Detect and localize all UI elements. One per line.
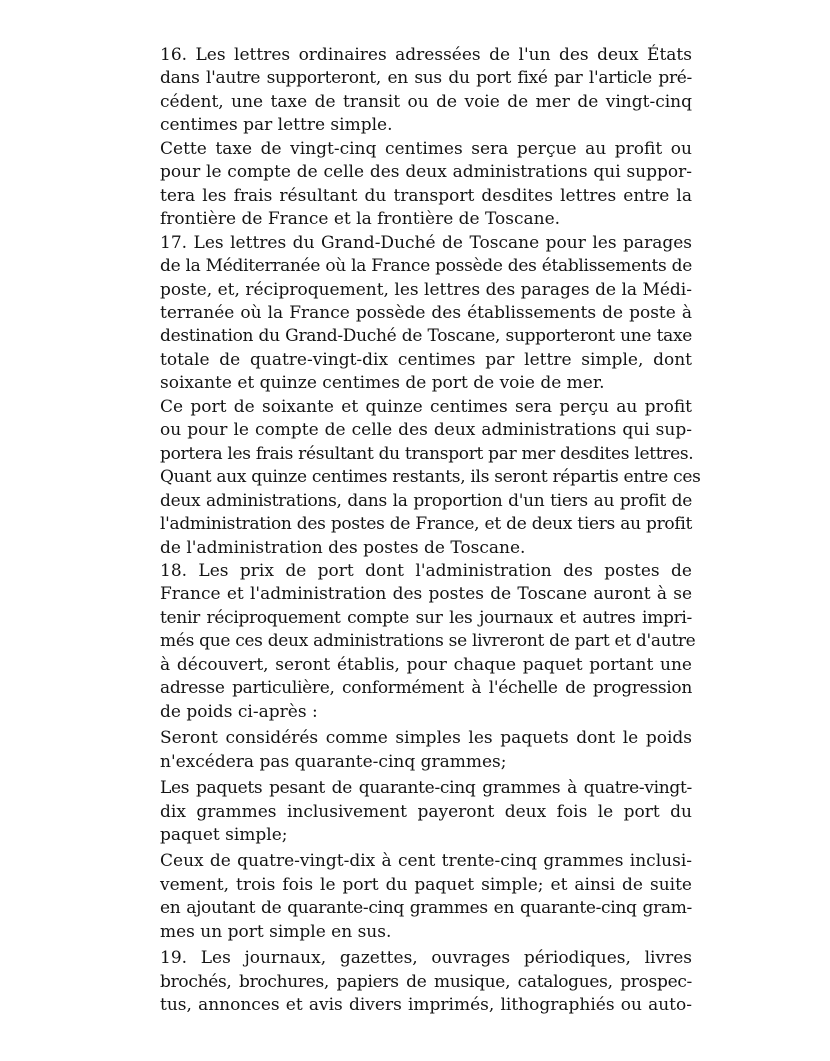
text-line: Cette taxe de vingt-cinq centimes sera perçue au profit ou [160, 138, 692, 159]
text-line: poste, et, réciproquement, les lettres des parages de la Médi- [160, 279, 692, 300]
text-line: de la Méditerranée où la France possède des établissements de [160, 256, 692, 277]
text-line: ou pour le compte de celle des deux administrations qui sup- [160, 420, 692, 441]
text-line: destination du Grand-Duché de Toscane, supporteront une taxe [160, 326, 692, 347]
text-line: l'administration des postes de France, et de deux tiers au profit [160, 514, 692, 535]
text-line: à découvert, seront établis, pour chaque paquet portant une [160, 654, 692, 675]
text-line: 16. Les lettres ordinaires adressées de l'un des deux États [160, 45, 692, 65]
paragraph-p16 [136, 44, 692, 138]
text-line: Ceux de quatre-vingt-dix à cent trente-cinq grammes inclusi- [160, 851, 692, 872]
text-line: tera les frais résultant du transport desdites lettres entre la [160, 185, 692, 206]
text-line: pour le compte de celle des deux administrations qui suppor- [160, 162, 692, 183]
text-line: tus, annonces et avis divers imprimés, lithographiés ou auto- [160, 995, 692, 1016]
paragraph-p17b [136, 396, 701, 560]
text-line: adresse particulière, conformément à l'échelle de progression [160, 678, 692, 699]
text-line: centimes par lettre simple. [160, 115, 393, 136]
text-line: Quant aux quinze centimes restants, ils seront répartis entre ces [160, 467, 701, 488]
paragraph-p18b [136, 777, 692, 847]
paragraph-p19 [136, 947, 692, 1017]
paragraph-p18c [136, 850, 692, 944]
text-line: 17. Les lettres du Grand-Duché de Toscane pour les parages [160, 232, 692, 253]
text-line: frontière de France et la frontière de Toscane. [160, 209, 561, 230]
text-line: portera les frais résultant du transport par mer desdites lettres. [160, 443, 694, 464]
text-line: dans l'autre supporteront, en sus du port fixé par l'article pré- [160, 68, 692, 89]
text-line: paquet simple; [160, 824, 288, 845]
text-line: 18. Les prix de port dont l'administration des postes de [160, 560, 692, 581]
paragraph-p16b [136, 138, 692, 232]
text-line: brochés, brochures, papiers de musique, catalogues, prospec- [160, 971, 692, 992]
paragraph-p17 [136, 232, 692, 396]
paragraph-p18 [136, 560, 696, 724]
text-line: 19. Les journaux, gazettes, ouvrages périodiques, livres [160, 948, 692, 969]
text-line: France et l'administration des postes de Toscane auront à se [160, 584, 692, 605]
text-line: mes un port simple en sus. [160, 921, 392, 942]
text-line: tenir réciproquement compte sur les journaux et autres impri- [160, 607, 692, 628]
text-line: n'excédera pas quarante-cinq grammes; [160, 751, 507, 772]
text-line: deux administrations, dans la proportion d'un tiers au profit de [160, 490, 692, 511]
document-page [136, 44, 701, 1018]
text-line: cédent, une taxe de transit ou de voie de mer de vingt-cinq [160, 91, 692, 112]
text-line: de poids ci-après : [160, 701, 318, 722]
text-line: terranée où la France possède des établissements de poste à [160, 302, 692, 323]
text-line: dix grammes inclusivement payeront deux fois le port du [160, 801, 692, 822]
text-line: Ce port de soixante et quinze centimes sera perçu au profit [160, 396, 692, 417]
text-line: totale de quatre-vingt-dix centimes par lettre simple, dont [160, 349, 692, 370]
text-line: soixante et quinze centimes de port de voie de mer. [160, 373, 605, 394]
text-line: Seront considérés comme simples les paquets dont le poids [160, 728, 692, 749]
text-line: de l'administration des postes de Toscane. [160, 537, 526, 558]
paragraph-p18a [136, 727, 692, 774]
text-line: més que ces deux administrations se livreront de part et d'autre [160, 631, 696, 652]
text-line: en ajoutant de quarante-cinq grammes en quarante-cinq gram- [160, 898, 692, 919]
text-line: vement, trois fois le port du paquet simple; et ainsi de suite [160, 874, 692, 895]
text-line: Les paquets pesant de quarante-cinq grammes à quatre-vingt- [160, 778, 692, 799]
